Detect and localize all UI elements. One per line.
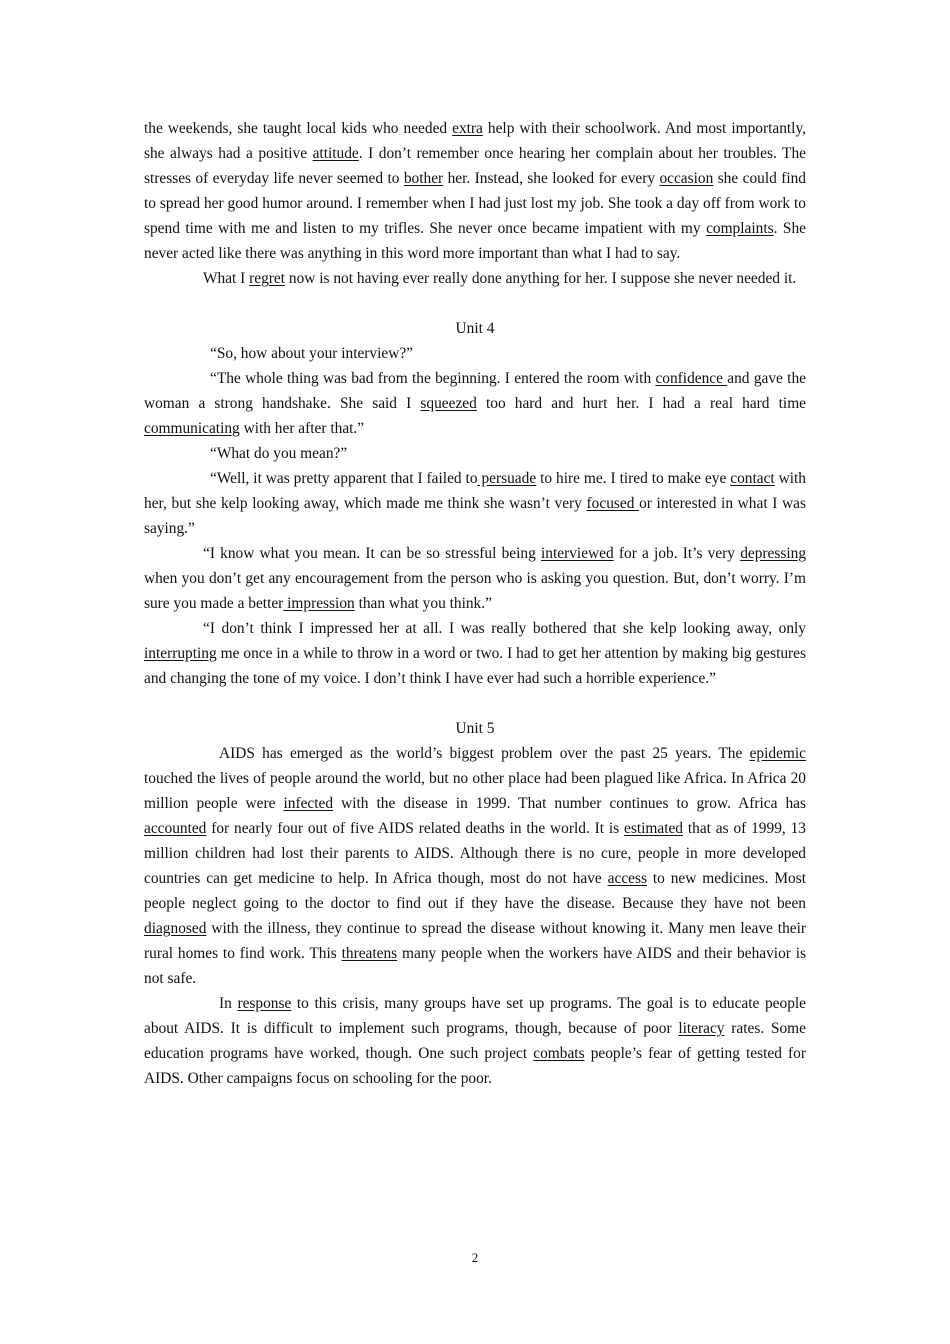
paragraph: “I don’t think I impressed her at all. I was really bothered that she kelp looking away, only interrupting me once in a while to throw in a word or two. I had to get her attention by making big gestures and changing the tone of my voice. I don’t think I have ever had such a horrible experience.”	[144, 620, 806, 687]
underlined-vocabulary-word: literacy	[678, 1020, 725, 1037]
underlined-vocabulary-word: interrupting	[144, 645, 217, 662]
underlined-vocabulary-word: regret	[249, 270, 286, 287]
underlined-vocabulary-word: estimated	[624, 820, 683, 837]
underlined-vocabulary-word: focused	[586, 495, 640, 512]
underlined-vocabulary-word: response	[237, 995, 292, 1012]
section-heading: Unit 5	[455, 720, 495, 737]
paragraph: “The whole thing was bad from the beginning. I entered the room with confidence and gave the woman a strong handshake. She said I squeezed too hard and hurt her. I had a real hard time communicating with her after that.”	[144, 370, 806, 437]
paragraph: “So, how about your interview?”	[210, 345, 414, 362]
underlined-vocabulary-word: persuade	[477, 470, 537, 487]
document-page	[144, 116, 806, 1091]
underlined-vocabulary-word: bother	[403, 170, 444, 187]
paragraph: the weekends, she taught local kids who needed extra help with their schoolwork. And most importantly, she always had a positive attitude. I don’t remember once hearing her complain about her troubles. The stresses of everyday life never seemed to bother her. Instead, she looked for every occasion she could find to spread her good humor around. I remember when I had just lost my job. She took a day off from work to spend time with me and listen to my trifles. She never once became impatient with my complaints. She never acted like there was anything in this word more important than what I had to say.	[144, 120, 806, 262]
underlined-vocabulary-word: attitude	[312, 145, 359, 162]
underlined-vocabulary-word: diagnosed	[144, 920, 207, 937]
underlined-vocabulary-word: confidence	[655, 370, 728, 387]
paragraph: AIDS has emerged as the world’s biggest problem over the past 25 years. The epidemic touched the lives of people around the world, but no other place had been plagued like Africa. In Africa 20 million people were infected with the disease in 1999. That number continues to grow. Africa has accounted for nearly four out of five AIDS related deaths in the world. It is estimated that as of 1999, 13 million children had lost their parents to AIDS. Although there is no cure, people in more developed countries can get medicine to help. In Africa though, most do not have access to new medicines. Most people neglect going to the doctor to find out if they have the disease. Because they have not been diagnosed with the illness, they continue to spread the disease without knowing it. Many men leave their rural homes to find work. This threatens many people when the workers have AIDS and their behavior is not safe.	[144, 745, 806, 987]
underlined-vocabulary-word: contact	[730, 470, 775, 487]
underlined-vocabulary-word: access	[607, 870, 647, 887]
section-heading: Unit 4	[455, 320, 495, 337]
underlined-vocabulary-word: threatens	[341, 945, 398, 962]
paragraph: “I know what you mean. It can be so stressful being interviewed for a job. It’s very depressing when you don’t get any encouragement from the person who is asking you question. But, don’t worry. I’m sure you made a better impression than what you think.”	[144, 545, 807, 612]
underlined-vocabulary-word: squeezed	[420, 395, 477, 412]
page-number: 2	[471, 1250, 479, 1265]
underlined-vocabulary-word: accounted	[144, 820, 207, 837]
underlined-vocabulary-word: complaints	[706, 220, 774, 237]
underlined-vocabulary-word: impression	[283, 595, 355, 612]
paragraph: What I regret now is not having ever really done anything for her. I suppose she never needed it.	[203, 270, 797, 287]
paragraph: “What do you mean?”	[210, 445, 348, 462]
underlined-vocabulary-word: occasion	[659, 170, 714, 187]
underlined-vocabulary-word: communicating	[144, 420, 240, 437]
underlined-vocabulary-word: extra	[452, 120, 483, 137]
paragraph: In response to this crisis, many groups have set up programs. The goal is to educate people about AIDS. It is difficult to implement such programs, though, because of poor literacy rates. Some education programs have worked, though. One such project combats people’s fear of getting tested for AIDS. Other campaigns focus on schooling for the poor.	[144, 995, 806, 1087]
underlined-vocabulary-word: depressing	[740, 545, 807, 562]
underlined-vocabulary-word: combats	[533, 1045, 585, 1062]
paragraph: “Well, it was pretty apparent that I failed to persuade to hire me. I tired to make eye contact with her, but she kelp looking away, which made me think she wasn’t very focused or interested in what I was saying.”	[144, 470, 806, 537]
underlined-vocabulary-word: infected	[283, 795, 334, 812]
underlined-vocabulary-word: interviewed	[541, 545, 614, 562]
underlined-vocabulary-word: epidemic	[749, 745, 806, 762]
